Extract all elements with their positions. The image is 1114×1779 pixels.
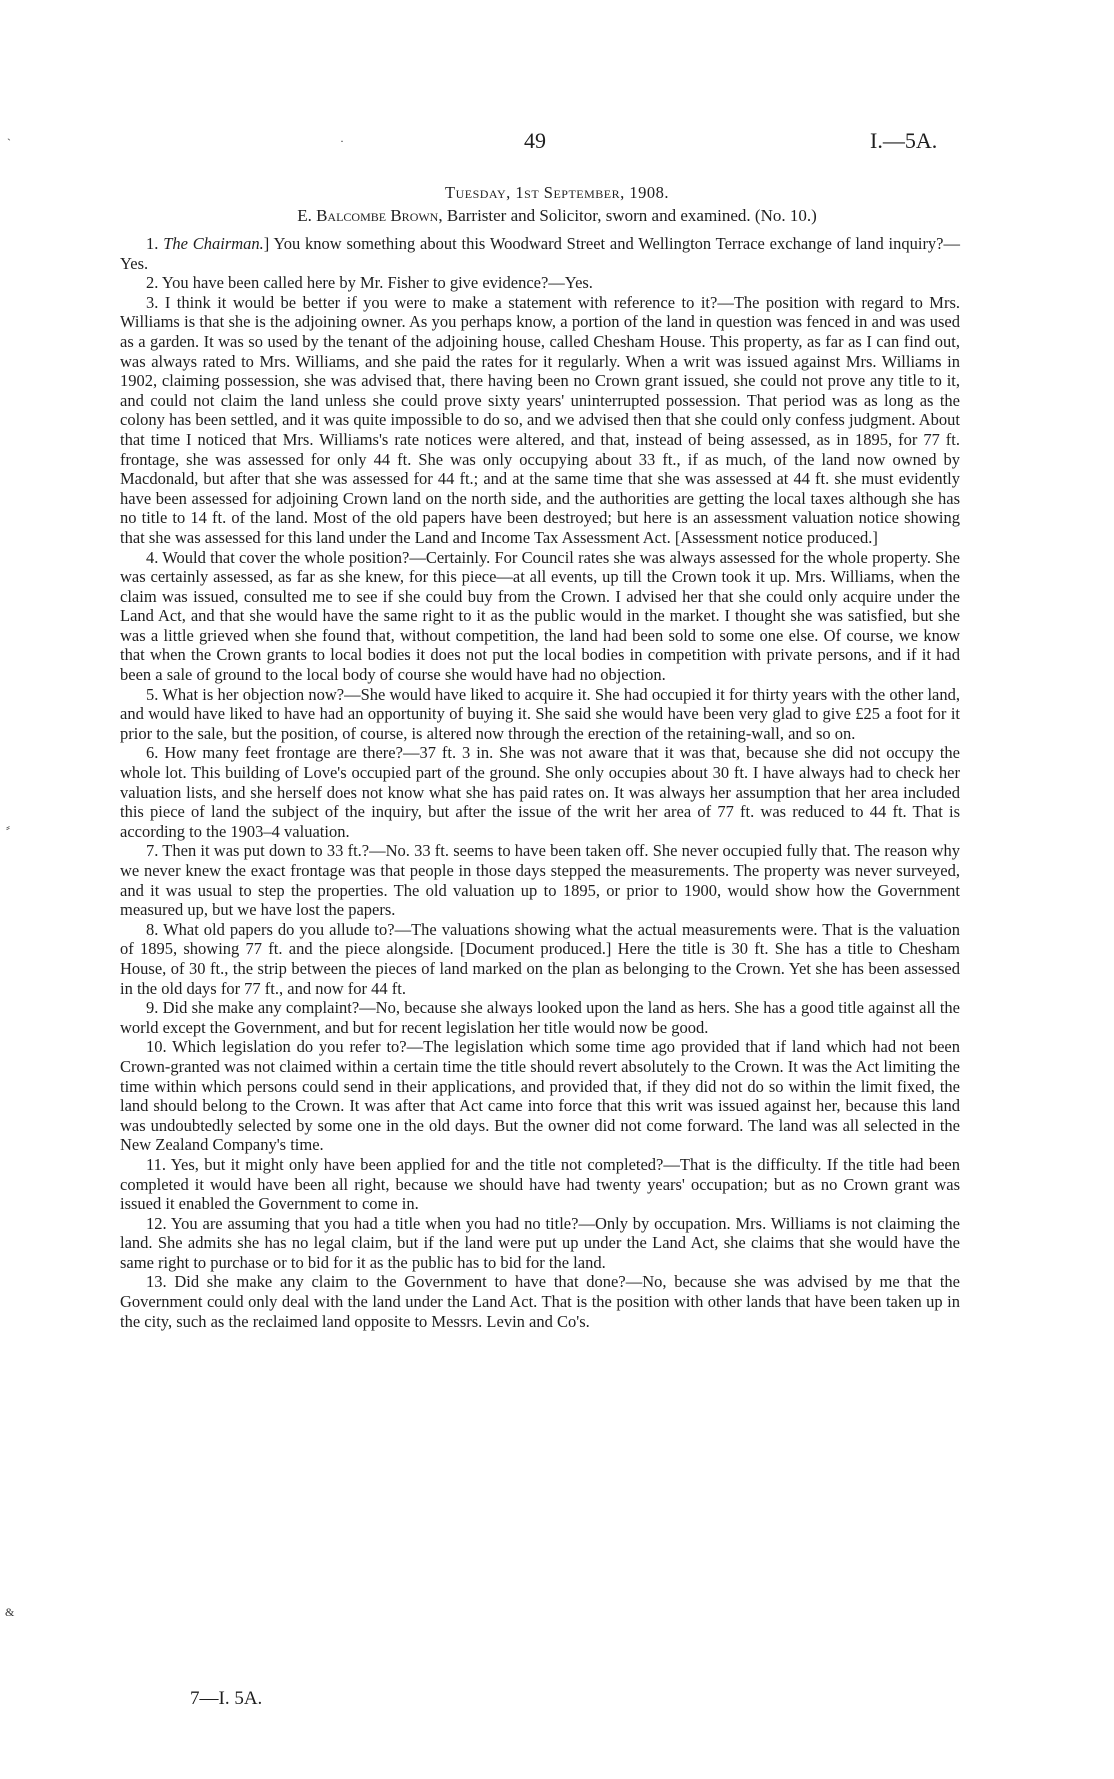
question-paragraph (120, 998, 960, 1037)
question-paragraph (120, 743, 960, 841)
question-number: 1. (146, 234, 159, 253)
question-number: 3. (146, 292, 159, 312)
question-text: Which legislation do you refer to?—The legislation which some time ago provided that if land which had not been Crown-granted was not claimed within a certain time the title should revert absolutely to the Crown. It was the Act limiting the time within which persons could send in their applications, and provided that, if they did not do so within the limit fixed, the land should belong to the Crown. It was after that Act came into force that this writ was issued against her, because this land was undoubtedly selected by some one in the old days. But the owner did not come forward. The land was all selected in the New Zealand Company's time. (120, 1037, 960, 1155)
question-paragraph (120, 1155, 960, 1214)
question-paragraph (120, 685, 960, 744)
question-text: Did she make any claim to the Government to have that done?—No, because she was advised by me that the Government could only deal with the land under the Land Act. That is the position with other lands that have been taken up in the city, such as the reclaimed land opposite to Messrs. Levin and Co's. (120, 1272, 960, 1331)
question-number: 4. (146, 547, 159, 567)
question-text: What is her objection now?—She would have liked to acquire it. She had occupied it for thirty years with the other land, and would have liked to have had an opportunity of buying it. She said she would have been very glad to give £25 a foot for it prior to the sale, but the position, of course, is altered now through the erection of the retaining-wall, and so on. (120, 684, 960, 743)
question-text: Then it was put down to 33 ft.?—No. 33 ft. seems to have been taken off. She never occupied fully that. The reason why we never knew the exact frontage was that people in those days stepped the measurements. The property was never surveyed, and it was usual to step the properties. The old valuation up to 1895, or prior to 1900, would show how the Government measured up, but we have lost the papers. (120, 841, 960, 920)
question-text: Yes, but it might only have been applied for and the title not completed?—That is the difficulty. If the title had been completed it would have been all right, because we should have had twenty years' occupation; but as no Crown grant was issued it enabled the Government to come in. (120, 1154, 961, 1214)
question-paragraph (120, 548, 960, 685)
question-number: 9. (146, 998, 159, 1018)
page-number: 49 (524, 128, 546, 153)
testimony-body (120, 234, 960, 1331)
question-number: 12. (146, 1213, 167, 1233)
question-text: You have been called here by Mr. Fisher to give evidence?—Yes. (161, 273, 593, 293)
question-text: ] You know something about this Woodward Street and Wellington Terrace exchange of land inquiry?—Yes. (120, 234, 961, 273)
witness-description: , Barrister and Solicitor, sworn and examined. (No. 10.) (438, 206, 817, 225)
question-paragraph (120, 1214, 960, 1273)
question-paragraph (120, 273, 960, 293)
footer-reference: 7—I. 5A. (190, 1688, 263, 1709)
question-text: How many feet frontage are there?—37 ft. 3 in. She was not aware that it was that, because she did not occupy the whole lot. This building of Love's occupied part of the ground. She only occupies about 30 ft. I have always had to check her valuation lists, and she herself does not know what she has paid rates on. It was always her assumption that her area included this piece of land the subject of the inquiry, but after the issue of the writ her area of 77 ft. was reduced to 44 ft. That is according to the 1903–4 valuation. (120, 743, 960, 841)
question-number: 7. (146, 841, 159, 861)
witness-name: E. Balcombe Brown (297, 206, 439, 225)
question-paragraph (120, 293, 960, 548)
question-text: What old papers do you allude to?—The valuations showing what the actual measurements were. That is the valuation of 1895, showing 77 ft. and the piece alongside. [Document produced.] Here the title is 30 ft. She has a title to Chesham House, of 30 ft., the strip between the pieces of land marked on the plan as belonging to the Crown. Yet she has been assessed in the old days for 77 ft., and now for 44 ft. (120, 919, 960, 998)
document-reference: I.—5A. (870, 128, 938, 153)
question-paragraph (120, 841, 960, 919)
question-number: 13. (146, 1272, 167, 1292)
date-heading: Tuesday, 1st September, 1908. (445, 183, 669, 202)
witness-heading (0, 206, 1114, 226)
question-paragraph (120, 234, 960, 273)
question-paragraph (120, 1272, 960, 1331)
question-text: You are assuming that you had a title when you had no title?—Only by occupation. Mrs. Williams is not claiming the land. She admits she has no legal claim, but if the land were put up under the Land Act, she claims that she would have the same right to purchase or to bid for it as the public has to bid for the land. (120, 1213, 961, 1272)
scan-mark: ` (7, 136, 11, 150)
question-number: 6. (146, 743, 159, 763)
question-number: 10. (146, 1037, 167, 1057)
question-text: I think it would be better if you were to make a statement with reference to it?—The position with regard to Mrs. Williams is that she is the adjoining owner. As you perhaps know, a portion of the land in question was fenced in and was used as a garden. It was so used by the tenant of the adjoining house, called Chesham House. This property, as far as I can find out, was always rated to Mrs. Williams, and she paid the rates for it regularly. When a writ was issued against Mrs. Williams in 1902, claiming possession, she was advised that, there having been no Crown grant issued, she could not prove any title to it, and could not claim the land unless she could prove sixty years' uninterrupted possession. That period was as long as the colony has been settled, and it was quite impossible to do so, and we advised then that she could only confess judgment. About that time I noticed that Mrs. Williams's rate notices were altered, and that, instead of being assessed, as in 1895, for 77 ft. frontage, she was assessed for only 44 ft. She was only occupying about 33 ft., if as much, of the land now owned by Macdonald, but after that she was assessed for 44 ft.; and at the same time that she was assessed at 44 ft. she must evidently have been assessed for adjoining Crown land on the north side, and the authorities are getting the local taxes although she has no title to 14 ft. of the land. Most of the old papers have been destroyed; but here is an assessment valuation notice showing that she was assessed for this land under the Land and Income Tax Assessment Act. [Assessment notice produced.] (120, 292, 960, 547)
scan-dot: · (340, 134, 344, 148)
question-number: 2. (146, 273, 159, 293)
question-number: 8. (146, 919, 159, 939)
scan-mark: ⸗ (6, 820, 10, 834)
question-text: Would that cover the whole position?—Certainly. For Council rates she was always assessed for the whole property. She was certainly assessed, as far as she knew, for this piece—at all events, up till the Crown took it up. Mrs. Williams, when the claim was issued, consulted me to see if she could buy from the Crown. I advised her that she could only acquire under the Land Act, and that she would have the same right to it as the public would in the market. I thought she was satisfied, but she was a little grieved when she found that, without competition, the land had been sold to some one else. Of course, we know that when the Crown grants to local bodies it does not put the local bodies in competition with private persons, and if it had been a sale of ground to the local body of course she would have had no objection. (120, 547, 960, 685)
question-text: Did she make any complaint?—No, because she always looked upon the land as hers. She has a good title against all the world except the Government, and but for recent legislation her title would now be good. (120, 998, 961, 1037)
question-paragraph (120, 1037, 960, 1155)
question-number: 11. (146, 1154, 167, 1174)
speaker-name: The Chairman. (163, 234, 264, 253)
scan-mark: & (5, 1605, 15, 1619)
question-paragraph (120, 920, 960, 998)
question-number: 5. (146, 684, 159, 704)
